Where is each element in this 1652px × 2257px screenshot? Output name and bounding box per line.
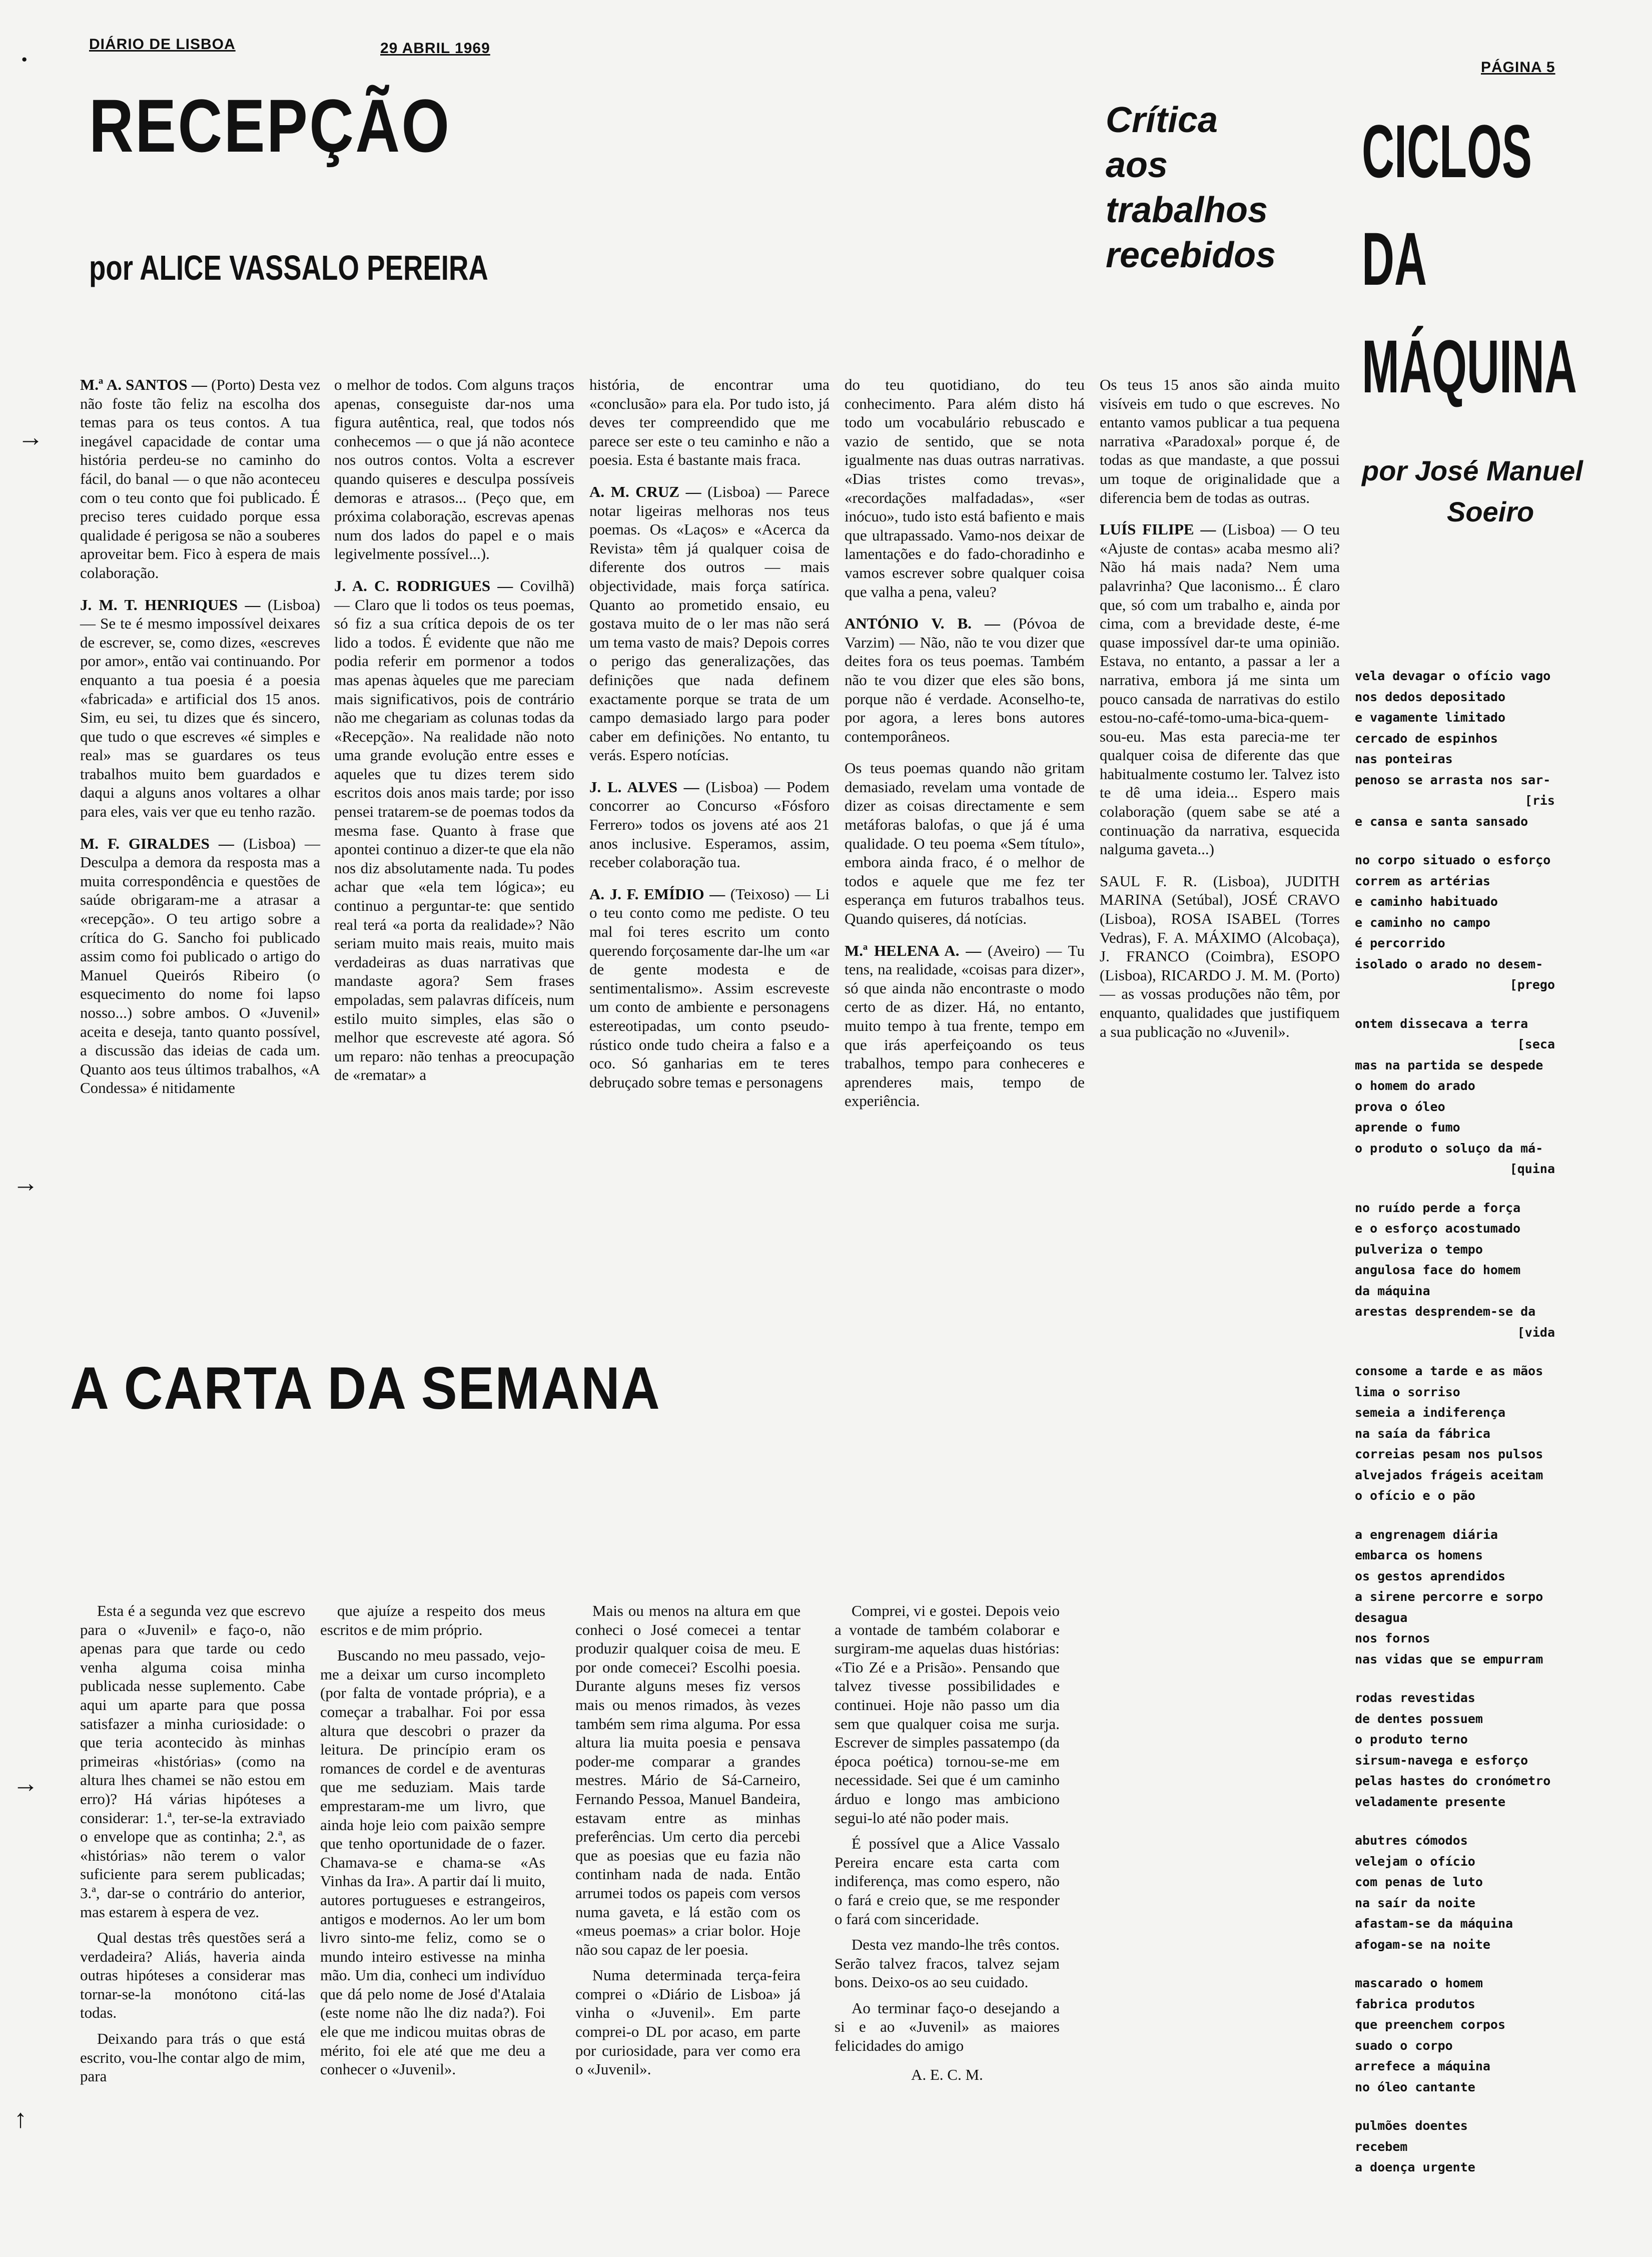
letter-paragraph: Buscando no meu passado, vejo-me a deixar um curso incompleto (por falta de vontade própria), e a começar a trabalhar. Foi por essa altura que descobri o prazer da leitura. De princípio eram os romances de cordel e de aventuras que me seduziam. Mais tarde emprestaram-me um livro, que ainda hoje leio com paixão sempre que tenho oportunidade de o fazer. Chamava-se e chama-se «As Vinhas da Ira». A partir daí li muito, autores portugueses e estrangeiros, antigos e modernos. Ao ler um bom livro sinto-me feliz, como se o mundo inteiro estivesse na minha mão. Um dia, conheci um indivíduo que dá pelo nome de José d'Atalaia (este nome não lhe diz nada?). Foi ele que me indicou muitas obras de mérito, foi ele até que me deu a conhecer o «Juvenil». [320,1646,545,2078]
reply-paragraph: do teu quotidiano, do teu conhecimento. Para além disto há todo um vocabulário rebuscado e vazio de sentido, que se nota igualmente nas duas outras narrativas. «Dias tristes como trevas», «recordações malfadadas», «ser inócuo», tudo isto está bafiento e mais que ultrapassado. Vamo-nos deixar de lamentações e do fado-choradinho e vamos escrever sobre qualquer coisa que valha a pena, valeu? [845,376,1085,601]
ciclos-poem [1355,666,1565,2178]
carta-column-3 [575,1601,800,2086]
poem-line: a doença urgente [1355,2160,1475,2174]
poem-line: recebem [1355,2139,1408,2154]
reply-paragraph: o melhor de todos. Com alguns traços apenas, conseguiste dar-nos uma figura autêntica, real, que todos nós conhecemos — o que já não acontece nos outros contos. Volta a escrever quando quiseres e desculpa possíveis demoras e atrasos... (Peço que, em próxima colaboração, escrevas apenas num dos lados do papel e o mais legivelmente possível...). [334,376,574,563]
reply-paragraph: ANTÓNIO V. B. — (Póvoa de Varzim) — Não, não te vou dizer que deites fora os teus poemas. Também não te vou dizer que eles são bons, porque não é verdade. Aconselho-te, por agora, a leres bons autores contemporâneos. [845,615,1085,745]
poem-line: que preenchem corpos [1355,2017,1506,2032]
poem-stanza-break [1355,1955,1565,1973]
poem-line: suado o corpo [1355,2038,1453,2053]
ciclos-byline-line-1: por José Manuel [1362,455,1583,486]
letter-paragraph: Numa determinada terça-feira comprei o «Diário de Lisboa» já vinha o «Juvenil». Em parte comprei-o DL por acaso, em parte por curiosidade, para ver como era o «Juvenil». [575,1966,800,2078]
reply-paragraph: SAUL F. R. (Lisboa), JUDITH MARINA (Setúbal), JOSÉ CRAVO (Lisboa), ROSA ISABEL (Torres Vedras), F. A. MÁXIMO (Alcobaça), J. FRANCO (Coimbra), ESOPO (Lisboa), RICARDO J. M. M. (Porto) — as vossas produções não têm, por enquanto, qualidades que justifiquem a sua publicação no «Juvenil». [1100,872,1340,1040]
carta-column-4 [835,1601,1060,2091]
poem-line: mascarado o homem [1355,1976,1483,1990]
poem-line: correias pesam nos pulsos [1355,1447,1543,1461]
poem-line: nas vidas que se empurram [1355,1651,1543,1666]
critica-line-4: recebidos [1106,235,1276,275]
poem-line: alvejados frágeis aceitam [1355,1467,1543,1482]
critica-heading [1106,98,1276,278]
poem-line: a engrenagem diária [1355,1527,1498,1542]
reply-paragraph: LUÍS FILIPE — (Lisboa) — O teu «Ajuste de contas» acaba mesmo ali? Não há mais nada? Nem uma palavrinha? Que laconismo... É claro que, só com um trabalho e, ainda por cima, com a brevidade deste, é-me quase impossível dar-te uma opinião. Estava, no entanto, a passar a ler a narrativa, embora já me sinta um pouco cansada de narrativas do estilo estou-no-café-tomo-uma-bica-quem-sou-eu. Mas esta parecia-me ter qualquer coisa de diferente das que habitualmente costumo ler. Talvez isto te dê uma ideia... Espero mais colaboração (quem sabe se até a continuação da narrativa, esquecida nalguma gaveta...) [1100,520,1340,858]
poem-stanza-break [1355,1669,1565,1687]
reply-paragraph: história, de encontrar uma «conclusão» para ela. Por tudo isto, já deves ter compreendido que me parece ser este o teu caminho e não a poesia. Esta é bastante mais fraca. [589,376,830,469]
poem-line: rodas revestidas [1355,1690,1475,1705]
reply-paragraph: A. M. CRUZ — (Lisboa) — Parece notar ligeiras melhoras nos teus poemas. Os «Laços» e «Acerca da Revista» têm já qualquer coisa de diferente dos outros — mais objectividade, mais força satírica. Quanto ao prometido ensaio, eu gostava muito de o ler mas não será um tema vasto de mais? Depois corres o perigo das generalizações, das definições que nada definem exactamente porque se trata de um campo demasiado largo para poder caber em definições. No entanto, tu verás. Espero notícias. [589,482,830,764]
letter-paragraph: É possível que a Alice Vassalo Pereira encare esta carta com indiferença, mas como espero, não o fará e creio que, se me responder o fará com sinceridade. [835,1835,1060,1928]
poem-line: e caminho no campo [1355,915,1490,930]
reply-paragraph: Os teus 15 anos são ainda muito visíveis em tudo o que escreves. No entanto vamos publicar a tua pequena narrativa «Paradoxal» porque é, de todas as que mandaste, a que possui um toque de originalidade que a diferencia bem de todas as outras. [1100,376,1340,506]
recepcao-column-1 [80,375,320,1110]
recepcao-byline: por ALICE VASSALO PEREIRA [89,248,488,287]
poem-line: pulveriza o tempo [1355,1242,1483,1257]
reply-paragraph: M.ª HELENA A. — (Aveiro) — Tu tens, na realidade, «coisas para dizer», só que ainda não encontraste o modo certo de as dizer. Há, no entanto, muito tempo à tua frente, tempo em que irás aperfeiçoando os teus trabalhos, tempo para conheceres e aprenderes mais, tempo de experiência. [845,941,1085,1110]
poem-stanza-break [1355,1180,1565,1198]
poem-line: arrefece a máquina [1355,2059,1490,2073]
reply-paragraph: A. J. F. EMÍDIO — (Teixoso) — Li o teu conto como me pediste. O teu mal foi teres escrito um conto querendo forçosamente dar-lhe um «ar de gente modesta e de sentimentalismo». Assim escreveste um conto de ambiente e personagens estereotipadas, um conto pseudo-rústico onde tudo cheira a falso e a oco. Só ganharias em te teres debruçado sobre temas e personagens [589,885,830,1091]
carta-column-1 [80,1601,305,2093]
reply-paragraph: M.ª A. SANTOS — (Porto) Desta vez não foste tão feliz na escolha dos temas para os teus contos. A tua inegável capacidade de contar uma história perdeu-se no caminho do fácil, do banal — o que não aconteceu com o teu conto que foi publicado. É preciso teres cuidado porque essa qualidade é perigosa se não a souberes aproveitar bem. Fico à espera de mais colaboração. [80,376,320,582]
critica-line-3: trabalhos [1106,190,1268,230]
letter-signature: A. E. C. M. [911,2065,983,2083]
poem-line: afastam-se da máquina [1355,1916,1513,1931]
reply-paragraph: J. M. T. HENRIQUES — (Lisboa) — Se te é mesmo impossível deixares de escrever, se, como dizes, «escreves por amor», então vai continuando. Por enquanto a tua poesia é a poesia «fabricada» e artificial dos 15 anos. Sim, eu sei, tu dizes que és sincero, que tudo o que escreves «é simples e real» mas se guardares os teus trabalhos muito bem guardados e daqui a alguns anos voltares a olhar para eles, vais ver que eu tenho razão. [80,596,320,821]
poem-line: pelas hastes do cronómetro [1355,1774,1551,1788]
ciclos-title [1362,98,1577,420]
poem-line: embarca os homens [1355,1548,1483,1562]
recepcao-column-3 [589,375,830,1104]
critica-line-1: Crítica [1106,100,1218,140]
poem-line: penoso se arrasta nos sar- [1355,772,1551,787]
poem-line: nas ponteiras [1355,752,1453,766]
ciclos-title-line-3: MÁQUINA [1362,324,1577,408]
poem-line: e o esforço acostumado [1355,1221,1521,1236]
ciclos-title-line-2: DA [1362,217,1427,301]
poem-line: [prego [1509,977,1555,992]
poem-line: cercado de espinhos [1355,731,1498,746]
poem-line: os gestos aprendidos [1355,1568,1506,1583]
poem-line: aprende o fumo [1355,1120,1460,1135]
reply-paragraph: Os teus poemas quando não gritam demasiado, revelam uma vontade de dizer as coisas directamente e sem metáforas balofas, o que já é uma qualidade. O teu poema «Sem título», embora ainda fraco, é o melhor de todos e aquele que me fez ter esperança em futuros trabalhos teus. Quando quiseres, dá notícias. [845,759,1085,928]
poem-line: e vagamente limitado [1355,710,1506,725]
margin-mark-3: → [13,1169,39,1198]
poem-line: na saír da noite [1355,1895,1475,1910]
poem-line: veladamente presente [1355,1794,1506,1809]
letter-paragraph: Mais ou menos na altura em que conheci o José comecei a tentar produzir qualquer coisa de meu. E por onde comecei? Escolhi poesia. Durante alguns meses fiz versos mais ou menos rimados, às vezes também sem rima alguma. Por essa altura lia muita poesia e pensava poder-me comparar a grandes mestres. Mário de Sá-Carneiro, Fernando Pessoa, Manuel Bandeira, estavam entre as minhas preferências. Um certo dia percebi que as poesias que eu fazia não continham nada de nada. Então arrumei todos os papeis com versos numa gaveta, e lá estão com os «meus poemas» a criar bolor. Hoje não sou capaz de ler poesia. [575,1602,800,1958]
margin-mark-1: · [20,46,29,74]
poem-line: no ruído perde a força [1355,1200,1521,1215]
poem-line: a sirene percorre e sorpo [1355,1589,1543,1604]
letter-paragraph: Esta é a segunda vez que escrevo para o «Juvenil» e faço-o, não apenas para que tarde ou cedo venha alguma coisa minha publicada nesse suplemento. Cabe aqui um aparte para que possa satisfazer a minha curiosidade: o que teria acontecido às minhas primeiras «histórias» (como na altura lhes chamei se não estou em erro)? Há várias hipóteses a considerar: 1.ª, ter-se-la extraviado o envelope que as continha; 2.ª, as «histórias» não terem o valor suficiente para serem publicadas; 3.ª, dar-se o contrário do anterior, mas estarem à espera de vez. [80,1602,305,1921]
poem-line: [quina [1509,1162,1555,1176]
poem-line: sirsum-navega e esforço [1355,1753,1528,1768]
poem-line: nos dedos depositado [1355,689,1506,704]
carta-column-2 [320,1601,545,2086]
reply-paragraph: J. A. C. RODRIGUES — Covilhã) — Claro que li todos os teus poemas, só fiz a sua crítica depois de os ter lido a todos. É evidente que não me podia referir em pormenor a todos mas apenas àqueles que me pareciam mais significativos, pois de contrário não me chegariam as colunas todas da «Recepção». Na realidade não noto uma grande evolução entre esses e aqueles que tu dizes terem sido escritos dois anos mais tarde; por isso pensei tratarem-se de poemas todos da mesma fase. Quanto à frase que apontei continuo a dizer-te que ela não nos diz absolutamente nada. Tu podes achar que «ela tem lógica»; eu continuo a perguntar-te: que sentido real terá «a porta da realidade»? Não seriam muito mais reais, muito mais verdadeiras as duas narrativas que mandaste agora? Sem frases empoladas, sem palavras difíceis, num estilo muito simples, elas são o melhor que escreveste até agora. Só um reparo: não tenhas a preocupação de «rematar» a [334,577,574,1084]
poem-line: isolado o arado no desem- [1355,956,1543,971]
letter-paragraph: Qual destas três questões será a verdadeira? Aliás, haveria ainda outras hipóteses a considerar mas tornar-se-la monótono citá-las todas. [80,1929,305,2022]
poem-line: fabrica produtos [1355,1996,1475,2011]
letter-paragraph: Deixando para trás o que está escrito, vou-lhe contar algo de mim, para [80,2030,305,2085]
poem-line: correm as artérias [1355,873,1490,888]
poem-line: ontem dissecava a terra [1355,1016,1528,1031]
poem-line: consome a tarde e as mãos [1355,1364,1543,1378]
poem-line: da máquina [1355,1283,1430,1298]
poem-stanza-break [1355,1506,1565,1524]
poem-stanza-break [1355,995,1565,1013]
poem-line: nos fornos [1355,1631,1430,1645]
poem-line: com penas de luto [1355,1875,1483,1889]
poem-stanza-break [1355,1812,1565,1830]
poem-line: semeia a indiferença [1355,1405,1506,1420]
poem-line: o produto o soluço da má- [1355,1141,1543,1156]
recepcao-column-2 [334,375,574,1097]
recepcao-title: RECEPÇÃO [89,84,451,168]
poem-line: [vida [1517,1325,1555,1340]
reply-paragraph: M. F. GIRALDES — (Lisboa) — Desculpa a demora da resposta mas a muita correspondência e questões de saúde obrigaram-me a atrasar a «recepção». O teu artigo sobre a crítica do G. Sancho foi publicado assim como foi publicado o artigo do Manuel Queirós Ribeiro (o esquecimento do nome foi lapso nosso...) sobre ambos. O «Juvenil» aceita e deseja, tanto quanto possível, a discussão das ideias de cada um. Quanto aos teus últimos trabalhos, «A Condessa» é nitidamente [80,834,320,1097]
poem-line: prova o óleo [1355,1099,1445,1114]
poem-line: afogam-se na noite [1355,1937,1490,1952]
poem-line: arestas desprendem-se da [1355,1304,1536,1319]
ciclos-byline [1362,450,1583,532]
poem-stanza-break [1355,832,1565,850]
issue-date: 29 ABRIL 1969 [380,40,490,57]
poem-line: e cansa e santa sansado [1355,814,1528,829]
carta-title: A CARTA DA SEMANA [70,1355,661,1422]
margin-mark-2: → [18,423,44,452]
letter-paragraph: Ao terminar faço-o desejando a si e ao «Juvenil» as maiores felicidades do amigo [835,1999,1060,2055]
poem-line: o homem do arado [1355,1078,1475,1093]
poem-line: lima o sorriso [1355,1384,1460,1399]
reply-paragraph: J. L. ALVES — (Lisboa) — Podem concorrer ao Concurso «Fósforo Ferrero» todos os jovens até aos 21 anos inclusive. Esperamos, assim, receber colaboração tua. [589,778,830,871]
poem-line: no óleo cantante [1355,2079,1475,2094]
letter-paragraph: Desta vez mando-lhe três contos. Serão talvez fracos, talvez sejam bons. Deixo-os ao seu cuidado. [835,1936,1060,1991]
letter-paragraph: Comprei, vi e gostei. Depois veio a vontade de também colaborar e surgiram-me aquelas duas histórias: «Tio Zé e a Prisão». Pensando que talvez tivesse possibilidades e continuei. Hoje não passo um dia sem que qualquer coisa me surja. Escrever de simples passatempo (da época poética) tornou-se-me em necessidade. Sei que é um caminho árduo e longo mas ambiciono segui-lo até não poder mais. [835,1602,1060,1827]
poem-line: [seca [1517,1037,1555,1051]
poem-line: vela devagar o ofício vago [1355,669,1551,683]
poem-line: velejam o ofício [1355,1854,1475,1869]
newspaper-name: DIÁRIO DE LISBOA [89,36,236,53]
recepcao-column-5 [1100,375,1340,1054]
recepcao-column-4 [845,375,1085,1123]
poem-stanza-break [1355,2097,1565,2115]
poem-line: e caminho habituado [1355,894,1498,909]
poem-line: angulosa face do homem [1355,1263,1521,1277]
poem-line: pulmões doentes [1355,2118,1468,2133]
poem-line: desagua [1355,1610,1408,1625]
poem-stanza-break [1355,1343,1565,1361]
poem-line: [ris [1524,793,1555,808]
margin-mark-5: ↑ [14,2105,27,2133]
ciclos-title-line-1: CICLOS [1362,109,1532,193]
poem-line: de dentes possuem [1355,1711,1483,1726]
poem-line: abutres cómodos [1355,1833,1468,1848]
letter-paragraph: que ajuíze a respeito dos meus escritos e de mim próprio. [320,1602,545,1638]
poem-line: na saía da fábrica [1355,1426,1490,1441]
poem-line: mas na partida se despede [1355,1057,1543,1072]
page-number: PÁGINA 5 [1481,59,1555,76]
critica-line-2: aos [1106,145,1168,185]
poem-line: no corpo situado o esforço [1355,853,1551,867]
poem-line: é percorrido [1355,936,1445,950]
ciclos-byline-line-2: Soeiro [1447,496,1534,527]
poem-line: o ofício e o pão [1355,1488,1475,1503]
poem-line: o produto terno [1355,1732,1468,1747]
margin-mark-4: → [13,1770,39,1798]
